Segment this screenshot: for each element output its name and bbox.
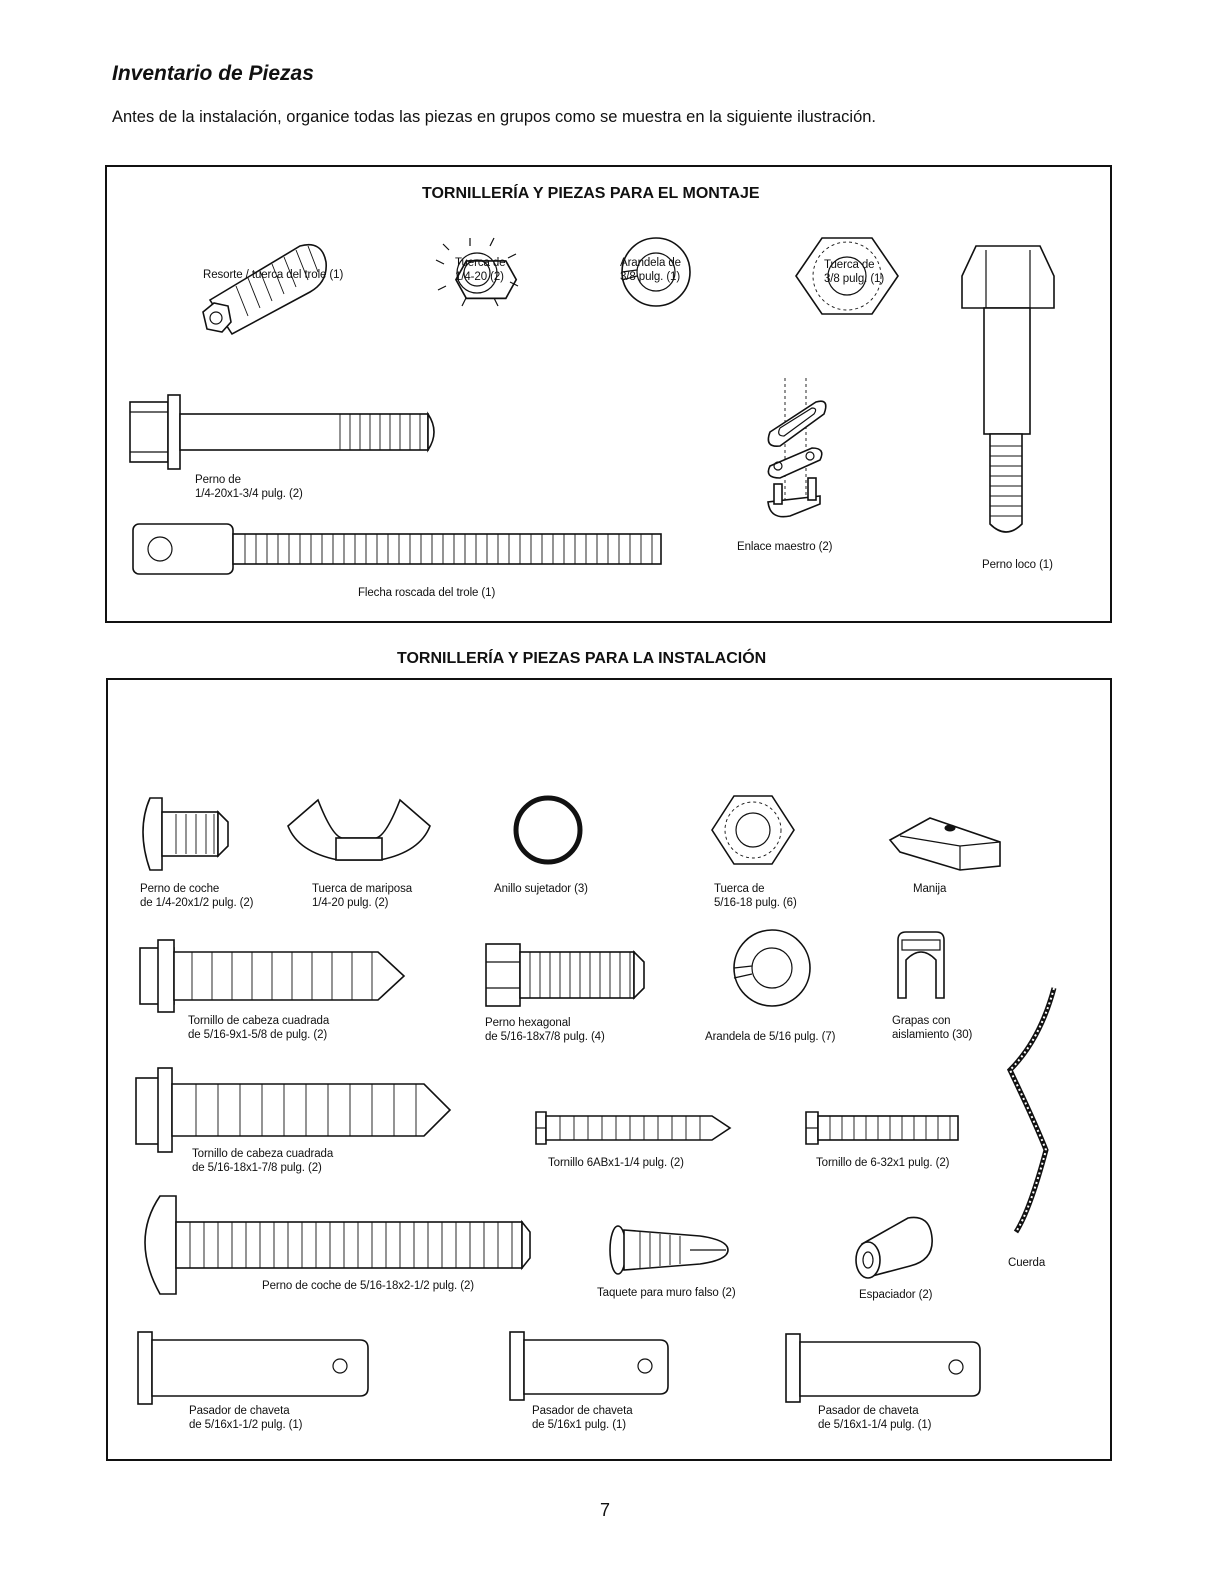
label-cord: Cuerda <box>1008 1257 1046 1269</box>
screw-6ab-drawing <box>536 1112 730 1144</box>
label-screw-6ab: Tornillo 6ABx1-1/4 pulg. (2) <box>548 1157 684 1169</box>
label-lag-screw-long: Tornillo de cabeza cuadrada de 5/16-18x1-7/8 pulg. (2) <box>192 1148 334 1174</box>
lock-washer-small-drawing <box>734 930 810 1006</box>
retaining-ring-drawing <box>516 798 580 862</box>
label-retaining-ring: Anillo sujetador (3) <box>494 883 588 895</box>
installation-heading: TORNILLERÍA Y PIEZAS PARA LA INSTALACIÓN <box>397 650 767 667</box>
nut-five-sixteenths-drawing <box>712 796 794 864</box>
label-lock-washer-small: Arandela de 5/16 pulg. (7) <box>705 1031 836 1043</box>
intro-text: Antes de la instalación, organice todas las piezas en grupos como se muestra en la siguiente ilustración. <box>112 108 877 126</box>
label-screw-6-32: Tornillo de 6-32x1 pulg. (2) <box>816 1157 950 1169</box>
label-insulated-staple: Grapas con aislamiento (30) <box>892 1015 973 1041</box>
page-number: 7 <box>600 1500 611 1520</box>
label-bolt-quarter: Perno de 1/4-20x1-3/4 pulg. (2) <box>195 474 303 500</box>
trolley-spring-drawing <box>203 245 326 334</box>
assembly-heading: TORNILLERÍA Y PIEZAS PARA EL MONTAJE <box>422 185 760 202</box>
label-nut-three-eighths: Tuerca de 3/8 pulg. (1) <box>824 259 885 285</box>
label-trolley-spring: Resorte / tuerca del trole (1) <box>203 269 344 281</box>
label-handle: Manija <box>913 883 947 895</box>
clevis-pin-medium-drawing <box>786 1334 980 1402</box>
insulated-staple-drawing <box>898 932 944 998</box>
carriage-bolt-small-drawing <box>143 798 228 870</box>
master-link-drawing <box>768 378 826 517</box>
wing-nut-drawing <box>288 800 430 860</box>
label-clevis-pin-long: Pasador de chaveta de 5/16x1-1/2 pulg. (1) <box>189 1405 303 1431</box>
idler-bolt-drawing <box>962 246 1054 532</box>
bolt-quarter-drawing <box>130 395 434 469</box>
drywall-anchor-drawing <box>610 1226 728 1274</box>
label-threaded-shaft: Flecha roscada del trole (1) <box>358 587 496 599</box>
label-nut-five-sixteenths: Tuerca de 5/16-18 pulg. (6) <box>714 883 797 909</box>
label-spacer: Espaciador (2) <box>859 1289 933 1301</box>
clevis-pin-long-drawing <box>138 1332 368 1404</box>
handle-drawing <box>890 818 1000 870</box>
label-lag-screw-short: Tornillo de cabeza cuadrada de 5/16-9x1-5/8 de pulg. (2) <box>188 1015 330 1041</box>
hex-bolt-drawing <box>486 944 644 1006</box>
label-idler-bolt: Perno loco (1) <box>982 559 1053 571</box>
label-clevis-pin-medium: Pasador de chaveta de 5/16x1-1/4 pulg. (1) <box>818 1405 932 1431</box>
lag-screw-long-drawing <box>136 1068 450 1152</box>
label-master-link: Enlace maestro (2) <box>737 541 833 553</box>
label-carriage-bolt-small: Perno de coche de 1/4-20x1/2 pulg. (2) <box>140 883 254 909</box>
label-drywall-anchor: Taquete para muro falso (2) <box>597 1287 736 1299</box>
threaded-shaft-drawing <box>133 524 661 574</box>
label-wing-nut: Tuerca de mariposa 1/4-20 pulg. (2) <box>312 883 413 909</box>
label-clevis-pin-short: Pasador de chaveta de 5/16x1 pulg. (1) <box>532 1405 633 1431</box>
page-title: Inventario de Piezas <box>112 62 314 85</box>
spacer-drawing <box>856 1217 932 1278</box>
clevis-pin-short-drawing <box>510 1332 668 1400</box>
label-nut-quarter-20: Tuerca de 1/4-20 (2) <box>455 257 506 283</box>
label-hex-bolt: Perno hexagonal de 5/16-18x7/8 pulg. (4) <box>485 1017 605 1043</box>
cord-drawing <box>1010 988 1054 1232</box>
label-carriage-bolt-long: Perno de coche de 5/16-18x2-1/2 pulg. (2) <box>262 1280 474 1292</box>
label-lock-washer: Arandela de 3/8 pulg. (1) <box>620 257 681 283</box>
lag-screw-short-drawing <box>140 940 404 1012</box>
screw-6-32-drawing <box>806 1112 958 1144</box>
